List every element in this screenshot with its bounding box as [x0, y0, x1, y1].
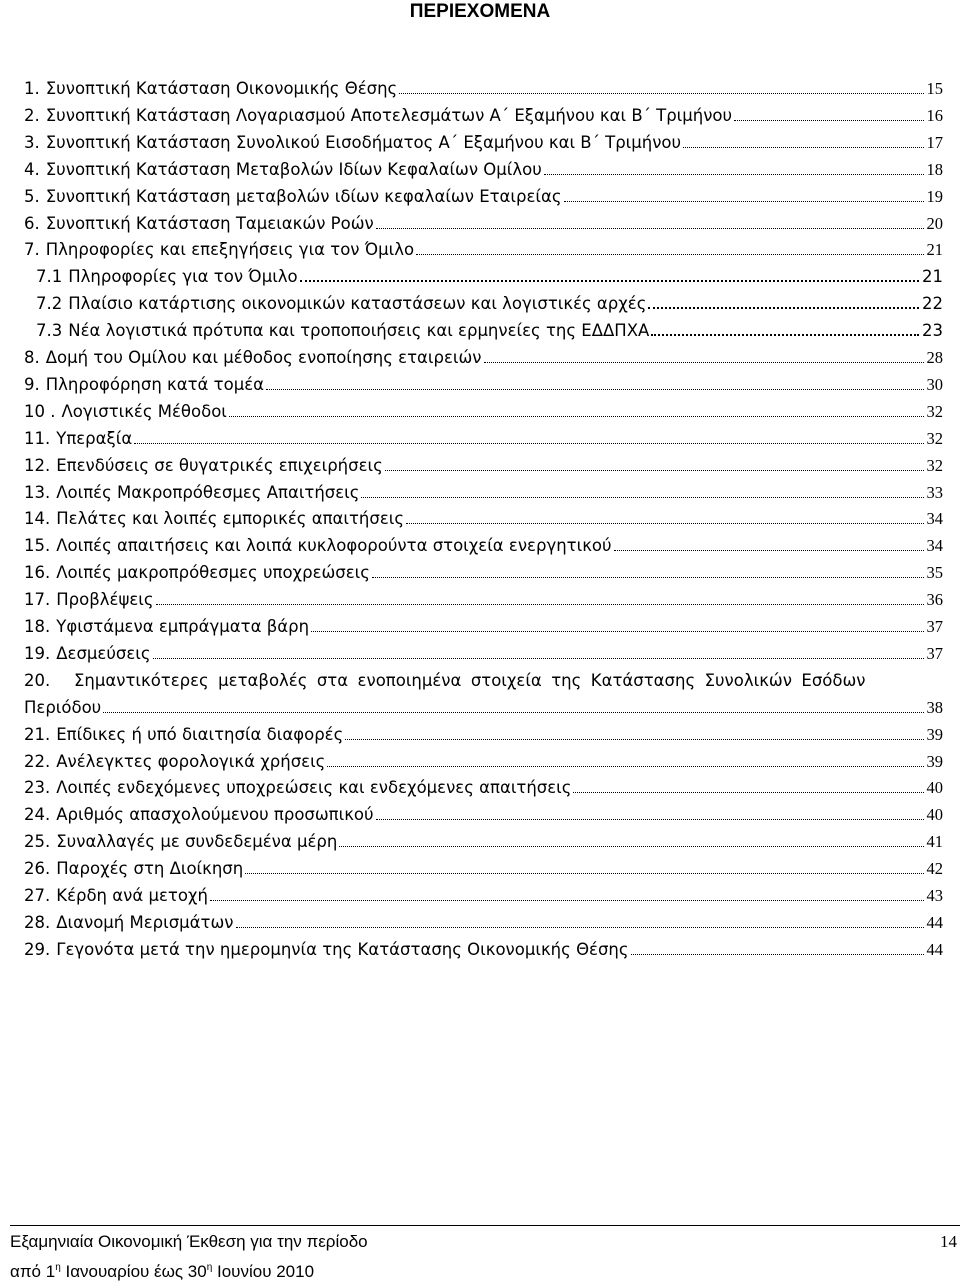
- toc-entry[interactable]: [24, 906, 943, 933]
- toc-entry-title: Λοιπές ενδεχόμενες υποχρεώσεις και ενδεχόμενες απαιτήσεις: [56, 778, 572, 798]
- toc-dot-leader: [300, 280, 919, 282]
- toc-dot-leader: [573, 792, 923, 793]
- toc-entry-title: Γεγονότα μετά την ημερομηνία της Κατάστασης Οικονομικής Θέσης: [56, 939, 629, 959]
- toc-dot-leader: [648, 307, 919, 309]
- toc-entry[interactable]: [36, 314, 943, 341]
- toc-entry-title: Λογιστικές Μέθοδοι: [61, 401, 227, 421]
- toc-dot-leader: [484, 362, 924, 363]
- toc-entry-number: 8.: [24, 348, 40, 367]
- toc-entry-page: 33: [926, 482, 943, 502]
- toc-entry-page: 19: [926, 186, 943, 206]
- toc-entry-number: 1.: [24, 79, 40, 98]
- toc-dot-leader: [229, 416, 924, 417]
- toc-entry-title: Προβλέψεις: [56, 590, 154, 610]
- footer-divider: [10, 1225, 960, 1226]
- toc-dot-leader: [311, 631, 923, 632]
- toc-entry[interactable]: [24, 771, 943, 798]
- toc-dot-leader: [361, 497, 923, 498]
- toc-entry-title: Διανομή Μερισμάτων: [56, 912, 234, 932]
- toc-entry-page: 40: [926, 778, 943, 798]
- toc-dot-leader: [376, 819, 924, 820]
- toc-entry-page: 42: [926, 859, 943, 879]
- toc-entry-page: 40: [926, 805, 943, 825]
- toc-entry-title: Κέρδη ανά μετοχή: [56, 886, 208, 905]
- page-title: ΠΕΡΙΕΧΟΜΕΝΑ: [409, 1, 551, 22]
- toc-dot-leader: [156, 604, 924, 605]
- toc-dot-leader: [544, 174, 924, 175]
- toc-dot-leader: [339, 846, 923, 847]
- toc-entry-title: Λοιπές απαιτήσεις και λοιπά κυκλοφορούντα στοιχεία ενεργητικού: [56, 536, 612, 556]
- toc-entry-number: 20.: [24, 670, 51, 690]
- toc-dot-leader: [406, 523, 923, 524]
- toc-entry-number: 12.: [24, 455, 51, 475]
- toc-entry-number: 22.: [24, 751, 51, 771]
- toc-dot-leader: [683, 147, 923, 148]
- toc-entry-page: 39: [926, 724, 943, 744]
- toc-entry[interactable]: [24, 395, 943, 422]
- toc-dot-leader: [734, 120, 923, 121]
- toc-entry-number: 7.: [24, 240, 40, 260]
- toc-dot-leader: [266, 389, 924, 390]
- toc-entry-title: Επίδικες ή υπό διαιτησία διαφορές: [56, 724, 344, 744]
- toc-entry-number: 23.: [24, 778, 51, 798]
- toc-entry[interactable]: [24, 126, 943, 153]
- toc-entry-title: Λοιπές Μακροπρόθεσμες Απαιτήσεις: [56, 482, 360, 502]
- toc-dot-leader: [614, 550, 924, 551]
- toc-entry-page: 20: [926, 213, 943, 233]
- toc-entry-title: Ανέλεγκτες φορολογικά χρήσεις: [56, 751, 326, 771]
- toc-entry[interactable]: [24, 180, 943, 207]
- toc-entry-title: Σημαντικότερες μεταβολές στα ενοποιημένα στοιχεία της Κατάστασης Συνολικών Εσόδων: [74, 670, 866, 690]
- toc-entry-title: Πελάτες και λοιπές εμπορικές απαιτήσεις: [56, 509, 405, 529]
- toc-entry-title: Λοιπές μακροπρόθεσμες υποχρεώσεις: [56, 563, 370, 583]
- toc-entry[interactable]: [24, 745, 943, 772]
- toc-entry-title: Πληροφορίες και επεξηγήσεις για τον Όμιλο: [45, 240, 415, 260]
- toc-entry[interactable]: [24, 879, 943, 906]
- toc-entry-page: 38: [926, 697, 943, 717]
- toc-entry-page: 15: [926, 79, 943, 98]
- toc-entry[interactable]: [24, 718, 943, 745]
- toc-dot-leader: [651, 334, 919, 336]
- toc-entry-page: 43: [926, 886, 943, 905]
- toc-dot-leader: [376, 228, 924, 229]
- toc-entry-title-continued: Περιόδου: [24, 697, 102, 717]
- toc-entry-title: Δομή του Ομίλου και μέθοδος ενοποίησης εταιρειών: [45, 348, 482, 367]
- toc-entry-number: 7.3: [36, 321, 63, 341]
- toc-entry[interactable]: [24, 583, 943, 610]
- footer-period: από $1^\eta$ Ιανουαρίου έως $30^\eta$ Ιουνίου 2010: [10, 1262, 315, 1281]
- toc-entry[interactable]: [24, 153, 943, 180]
- toc-entry-title: Πληροφόρηση κατά τομέα: [45, 374, 264, 394]
- toc-entry-title: Συναλλαγές με συνδεδεμένα μέρη: [56, 832, 338, 852]
- toc-entry-number: 7.2: [36, 294, 63, 314]
- toc-entry-title: Υφιστάμενα εμπράγματα βάρη: [56, 617, 310, 636]
- toc-entry-number: 6.: [24, 213, 40, 233]
- toc-entry-page: 30: [926, 374, 943, 394]
- toc-dot-leader: [372, 577, 924, 578]
- toc-entry-page: 35: [926, 563, 943, 583]
- toc-entry[interactable]: [24, 798, 943, 825]
- toc-entry[interactable]: [24, 852, 943, 879]
- toc-entry-title: Συνοπτική Κατάσταση Μεταβολών Ιδίων Κεφαλαίων Ομίλου: [45, 159, 542, 179]
- toc-entry-number: 26.: [24, 859, 51, 879]
- toc-entry[interactable]: [24, 637, 943, 664]
- toc-dot-leader: [103, 712, 923, 713]
- toc-dot-leader: [564, 201, 924, 202]
- toc-entry-page: 21: [926, 240, 943, 260]
- toc-entry-number: 15.: [24, 536, 51, 556]
- toc-dot-leader: [631, 954, 924, 955]
- toc-entry-title: Πληροφορίες για τον Όμιλο: [68, 267, 298, 287]
- toc-entry-title: Δεσμεύσεις: [56, 643, 151, 663]
- toc-entry-page: 41: [926, 832, 943, 852]
- toc-entry-title: Συνοπτική Κατάσταση Συνολικού Εισοδήματος Α΄ Εξαμήνου και Β΄ Τριμήνου: [45, 132, 682, 152]
- footer-report-title: Εξαμηνιαία Οικονομική Έκθεση για την περίοδο: [10, 1232, 368, 1251]
- toc-entry-title: Επενδύσεις σε θυγατρικές επιχειρήσεις: [56, 455, 383, 475]
- toc-entry-page: 32: [926, 401, 943, 421]
- toc-entry-page: 21: [922, 267, 943, 287]
- toc-entry[interactable]: [24, 207, 943, 234]
- toc-entry-number: 27.: [24, 886, 51, 905]
- toc-entry-number: 16.: [24, 563, 51, 583]
- toc-dot-leader: [385, 470, 924, 471]
- toc-entry[interactable]: [24, 610, 943, 637]
- toc-entry[interactable]: [24, 933, 943, 960]
- toc-entry-page: 37: [926, 643, 943, 663]
- toc-entry[interactable]: [24, 233, 943, 260]
- toc-entry[interactable]: [24, 422, 943, 449]
- toc-entry-20-line2[interactable]: [24, 691, 943, 718]
- toc-entry-number: 28.: [24, 912, 51, 932]
- toc-entry-title: Υπεραξία: [56, 428, 133, 448]
- toc-entry-page: 44: [926, 912, 943, 932]
- toc-entry[interactable]: [24, 556, 943, 583]
- toc-entry[interactable]: [24, 72, 943, 99]
- toc-entry-number: 25.: [24, 832, 51, 852]
- toc-entry-page: 36: [926, 590, 943, 610]
- toc-dot-leader: [327, 766, 923, 767]
- toc-entry-number: 13.: [24, 482, 51, 502]
- toc-entry-page: 32: [926, 455, 943, 475]
- toc-dot-leader: [236, 927, 924, 928]
- toc-entry[interactable]: [36, 260, 943, 287]
- toc-entry-title: Παροχές στη Διοίκηση: [56, 859, 244, 879]
- toc-entry-title: Συνοπτική Κατάσταση Ταμειακών Ροών: [45, 213, 374, 233]
- toc-entry-20-line1[interactable]: [24, 671, 960, 690]
- toc-entry[interactable]: [24, 529, 943, 556]
- toc-entry-title: Συνοπτική Κατάσταση μεταβολών ιδίων κεφαλαίων Εταιρείας: [45, 186, 562, 206]
- toc-entry[interactable]: [24, 99, 943, 126]
- toc-dot-leader: [153, 658, 924, 659]
- toc-entry[interactable]: [24, 825, 943, 852]
- toc-entry[interactable]: [24, 476, 943, 503]
- toc-entry-number: 5.: [24, 186, 40, 206]
- toc-entry-page: 32: [926, 428, 943, 448]
- toc-entry-number: 7.1: [36, 267, 63, 287]
- toc-entry-number: 24.: [24, 805, 51, 825]
- toc-entry[interactable]: [24, 368, 943, 395]
- toc-dot-leader: [210, 900, 924, 901]
- toc-entry-number: 3.: [24, 132, 40, 152]
- toc-entry-number: 19.: [24, 643, 51, 663]
- toc-entry-title: Νέα λογιστικά πρότυπα και τροποποιήσεις και ερμηνείες της ΕΔΔΠΧΑ: [68, 321, 650, 341]
- toc-entry-number: 21.: [24, 724, 51, 744]
- toc-entry-title: Αριθμός απασχολούμενου προσωπικού: [56, 805, 374, 825]
- toc-entry-page: 23: [922, 321, 943, 341]
- toc-entry-page: 16: [926, 105, 943, 125]
- toc-entry-page: 37: [926, 617, 943, 636]
- toc-entry-number: 10 .: [24, 401, 56, 421]
- toc-entry-number: 4.: [24, 159, 40, 179]
- toc-entry-number: 17.: [24, 590, 51, 610]
- toc-entry-page: 17: [926, 132, 943, 152]
- toc-entry-title: Συνοπτική Κατάσταση Λογαριασμού Αποτελεσμάτων Α΄ Εξαμήνου και Β΄ Τριμήνου: [45, 105, 733, 125]
- toc-entry[interactable]: [36, 287, 943, 314]
- toc-dot-leader: [399, 93, 923, 94]
- toc-entry-page: 34: [926, 536, 943, 556]
- toc-entry-title: Πλαίσιο κατάρτισης οικονομικών καταστάσεων και λογιστικές αρχές: [68, 294, 647, 314]
- toc-entry-page: 18: [926, 159, 943, 179]
- toc-dot-leader: [245, 873, 923, 874]
- toc-entry-page: 34: [926, 509, 943, 529]
- toc-entry-number: 9.: [24, 374, 40, 394]
- toc-entry-number: 29.: [24, 939, 51, 959]
- toc-entry-page: 28: [926, 348, 943, 367]
- toc-dot-leader: [416, 254, 923, 255]
- toc-entry-number: 18.: [24, 617, 51, 636]
- toc-entry[interactable]: [24, 449, 943, 476]
- toc-entry-number: 2.: [24, 105, 40, 125]
- page-number: 14: [940, 1232, 957, 1251]
- toc-entry[interactable]: [24, 341, 943, 368]
- toc-entry-page: 39: [926, 751, 943, 771]
- toc-dot-leader: [134, 443, 923, 444]
- toc-dot-leader: [345, 739, 923, 740]
- toc-entry[interactable]: [24, 502, 943, 529]
- toc-entry-number: 14.: [24, 509, 51, 529]
- toc-entry-title: Συνοπτική Κατάσταση Οικονομικής Θέσης: [45, 79, 398, 98]
- toc-entry-number: 11.: [24, 428, 51, 448]
- toc-entry-page: 44: [926, 939, 943, 959]
- toc-entry-page: 22: [922, 294, 943, 314]
